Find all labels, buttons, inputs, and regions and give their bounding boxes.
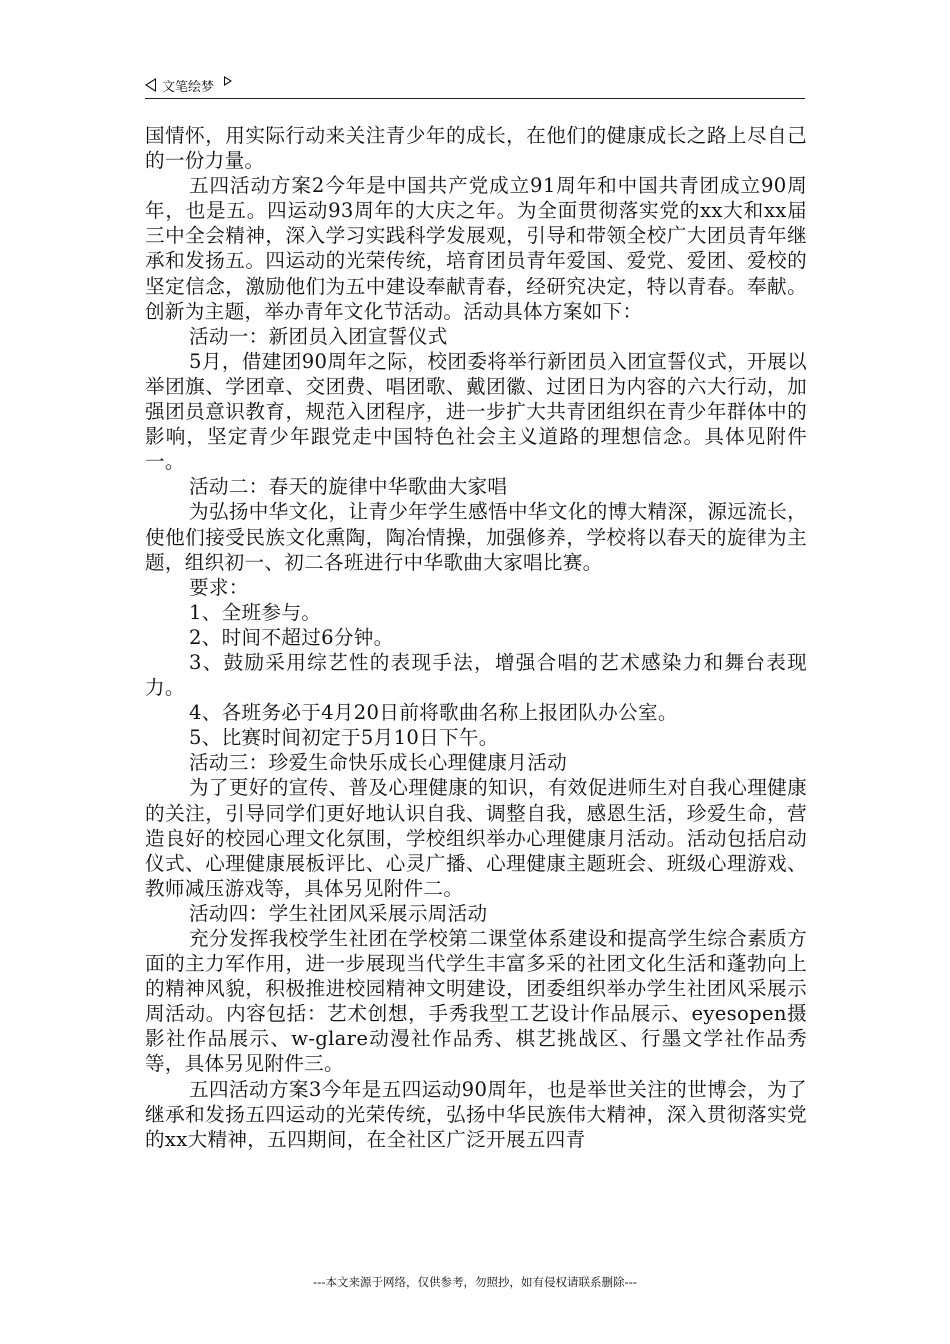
requirements-label: 要求： bbox=[189, 575, 249, 599]
requirement-item: 1、全班参与。 bbox=[189, 600, 322, 624]
activity-heading: 活动一：新团员入团宣誓仪式 bbox=[189, 324, 448, 348]
requirement-item: 2、时间不超过6分钟。 bbox=[189, 625, 394, 649]
requirement-item: 5、比赛时间初定于5月10日下午。 bbox=[189, 726, 499, 750]
requirement-item: 3、鼓励采用综艺性的表现手法，增强合唱的艺术感染力和舞台表现力。 bbox=[145, 650, 807, 700]
paragraph: 5月，借建团90周年之际，校团委将举行新团员入团宣誓仪式，开展以举团旗、学团章、交团费、唱团歌、戴团徽、过团日为内容的六大行动，加强团员意识教育，规范入团程序，进一步扩大共青团组织在青少年群体中的影响，坚定青少年跟党走中国特色社会主义道路的理想信念。具体见附件一。 bbox=[145, 349, 807, 474]
paragraph: 为了更好的宣传、普及心理健康的知识，有效促进师生对自我心理健康的关注，引导同学们更好地认识自我、调整自我，感恩生活，珍爱生命，营造良好的校园心理文化氛围，学校组织举办心理健康月活动。活动包括启动仪式、心理健康展板评比、心灵广播、心理健康主题班会、班级心理游戏、教师减压游戏等，具体另见附件二。 bbox=[145, 776, 807, 900]
page-header bbox=[145, 72, 805, 99]
paragraph: 国情怀，用实际行动来关注青少年的成长，在他们的健康成长之路上尽自己的一份力量。 bbox=[145, 124, 807, 173]
header-brand: 文笔绘梦 bbox=[162, 79, 215, 95]
activity-heading: 活动二：春天的旋律中华歌曲大家唱 bbox=[189, 475, 508, 499]
page-footer: ---本文来源于网络，仅供参考，勿照抄，如有侵权请联系删除--- bbox=[313, 1275, 637, 1289]
requirement-item: 4、各班务必于4月20日前将歌曲名称上报团队办公室。 bbox=[189, 701, 678, 725]
activity-heading: 活动四：学生社团风采展示周活动 bbox=[189, 901, 488, 925]
triangle-left-icon bbox=[145, 78, 156, 92]
document-body bbox=[145, 123, 807, 1152]
paragraph: 五四活动方案3今年是五四运动90周年，也是举世关注的世博会，为了继承和发扬五四运动的光荣传统，弘扬中华民族伟大精神，深入贯彻落实党的xx大精神，五四期间，在全社区广泛开展五四青 bbox=[145, 1077, 807, 1151]
paragraph: 为弘扬中华文化，让青少年学生感悟中华文化的博大精深，源远流长，使他们接受民族文化熏陶，陶冶情操，加强修养，学校将以春天的旋律为主题，组织初一、初二各班进行中华歌曲大家唱比赛。 bbox=[145, 500, 807, 574]
paragraph: 充分发挥我校学生社团在学校第二课堂体系建设和提高学生综合素质方面的主力军作用，进一步展现当代学生丰富多采的社团文化生活和蓬勃向上的精神风貌，积极推进校园精神文明建设，团委组织举办学生社团风采展示周活动。内容包括：艺术创想，手秀我型工艺设计作品展示、eyesopen摄影社作品展示、w-glare动漫社作品秀、棋艺挑战区、行墨文学社作品秀等，具体另见附件三。 bbox=[145, 927, 807, 1076]
activity-heading: 活动三：珍爱生命快乐成长心理健康月活动 bbox=[189, 751, 567, 775]
paragraph: 五四活动方案2今年是中国共产党成立91周年和中国共青团成立90周年，也是五。四运动93周年的大庆之年。为全面贯彻落实党的xx大和xx届三中全会精神，深入学习实践科学发展观，引导和带领全校广大团员青年继承和发扬五。四运动的光荣传统，培育团员青年爱国、爱党、爱团、爱校的坚定信念，激励他们为五中建设奉献青春，经研究决定，特以青春。奉献。创新为主题，举办青年文化节活动。活动具体方案如下： bbox=[145, 174, 807, 323]
triangle-right-icon bbox=[224, 76, 232, 86]
